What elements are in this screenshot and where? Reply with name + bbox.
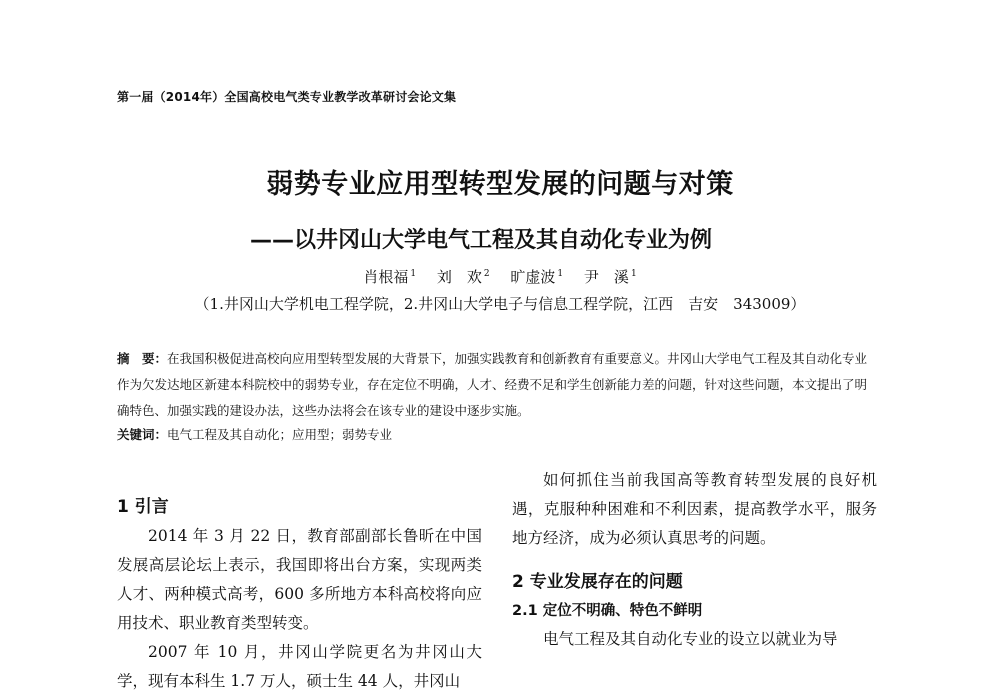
- keywords-label: 关键词：: [117, 427, 168, 442]
- author: 尹 溪 $^1$: [583, 268, 637, 286]
- body-paragraph: 如何抓住当前我国高等教育转型发展的良好机遇，克服种种困难和不利因素，提高教学水平，服务地方经济，成为必须认真思考的问题。: [512, 471, 877, 547]
- author: 刘 欢 $^2$: [436, 268, 490, 286]
- affiliation: （1.井冈山大学机电工程学院，2.井冈山大学电子与信息工程学院，江西 吉安 343009）: [194, 295, 806, 313]
- author: 旷虚波 $^1$: [510, 268, 564, 286]
- paper-subtitle: ——以井冈山大学电气工程及其自动化专业为例: [250, 228, 713, 253]
- abstract-text: 在我国积极促进高校向应用型转型发展的大背景下，加强实践教育和创新教育有重要意义。井冈山大学电气工程及其自动化专业作为欠发达地区新建本科院校中的弱势专业，存在定位不明确，人才、经费不足和学生创新能力差的问题，针对这些问题，本文提出了明确特色、加强实践的建设办法，这些办法将会在该专业的建设中逐步实施。: [117, 351, 868, 418]
- author-list: [0, 266, 1000, 287]
- right-column: [512, 466, 877, 654]
- body-paragraph: 2014 年 3 月 22 日，教育部副部长鲁昕在中国发展高层论坛上表示，我国即将出台方案，实现两类人才、两种模式高考，600 多所地方本科高校将向应用技术、职业教育类型转变。: [117, 527, 482, 632]
- section-heading-problems: 2 专业发展存在的问题: [512, 572, 683, 592]
- subsection-heading: 2.1 定位不明确、特色不鲜明: [512, 603, 703, 619]
- body-paragraph: 电气工程及其自动化专业的设立以就业为导: [543, 630, 838, 648]
- running-head: 第一届（2014年）全国高校电气类专业教学改革研讨会论文集: [117, 90, 457, 104]
- paper-title: 弱势专业应用型转型发展的问题与对策: [266, 169, 734, 200]
- body-paragraph: 2007 年 10 月，井冈山学院更名为井冈山大学，现有本科生 1.7 万人，硕士生 44 人，井冈山: [117, 643, 482, 690]
- abstract: [117, 346, 879, 424]
- keywords-text: 电气工程及其自动化；应用型；弱势专业: [167, 427, 393, 442]
- author: 肖根福 $^1$: [363, 268, 417, 286]
- left-column: [117, 492, 482, 696]
- keywords: [117, 424, 879, 446]
- section-heading-introduction: 1 引言: [117, 497, 169, 517]
- abstract-label: 摘 要：: [117, 351, 168, 366]
